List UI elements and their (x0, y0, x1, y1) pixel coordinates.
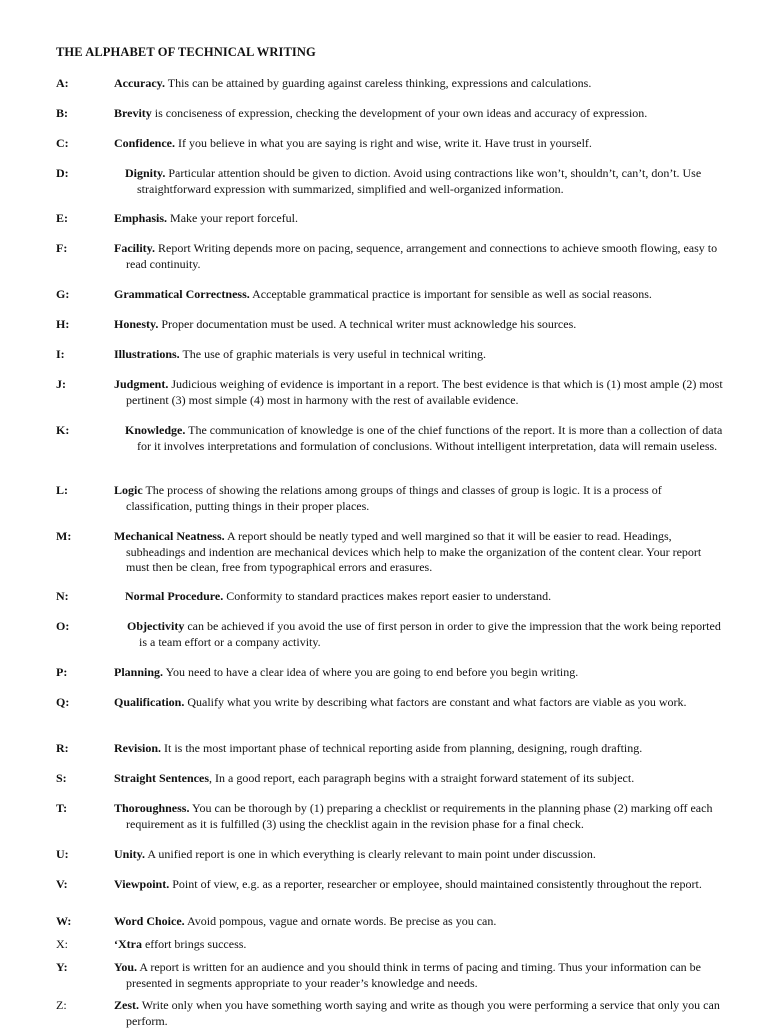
entry-body (114, 877, 725, 893)
entry-body (114, 741, 725, 757)
entry-description: can be achieved if you avoid the use of first person in order to give the impression that the work being reported is a team effort or a company activity. (139, 619, 721, 649)
entry-description: Acceptable grammatical practice is important for sensible as well as social reasons. (249, 287, 652, 301)
entry-body (114, 76, 725, 92)
entry-term: Objectivity (127, 619, 185, 633)
entry-letter: I: (56, 347, 65, 361)
entry-letter: T: (56, 801, 68, 815)
entry-body (125, 589, 725, 605)
entry-description: effort brings success. (141, 937, 247, 951)
entry-letter: Q: (56, 695, 70, 709)
entry-term: Emphasis. (114, 211, 168, 225)
entry-letter: X: (56, 937, 68, 951)
entry-description: A report should be neatly typed and well margined so that it will be easier to read. Headings, subheadings and indention are mechanical devices which help to make the organization of the content clear. Your report must then be clean, free from typographical errors and erasures. (126, 529, 702, 574)
entry-letter: V: (56, 877, 68, 891)
entry-letter: W: (56, 914, 72, 928)
entry-letter: F: (56, 241, 68, 255)
entry-letter: J: (56, 377, 66, 391)
entry-body (114, 665, 725, 681)
entry-description: A unified report is one in which everything is clearly relevant to main point under discussion. (145, 847, 596, 861)
entry-letter: S: (56, 771, 67, 785)
document-title: THE ALPHABET OF TECHNICAL WRITING (56, 45, 316, 59)
entry-term: ‘Xtra (114, 937, 142, 951)
entry-term: Planning. (114, 665, 164, 679)
entry-letter: L: (56, 483, 68, 497)
entry-letter: H: (56, 317, 70, 331)
entry-description: Write only when you have something worth saying and write as though you were performing a service that only you can perform. (126, 998, 720, 1028)
entry-body (114, 771, 725, 787)
entry-letter: N: (56, 589, 69, 603)
entry-letter: K: (56, 423, 70, 437)
entry-body (114, 483, 725, 514)
entry-body (114, 695, 725, 711)
entry-letter: R: (56, 741, 69, 755)
entry-body (114, 241, 725, 272)
entry-letter: G: (56, 287, 70, 301)
entry-letter: Y: (56, 960, 68, 974)
entry-description: It is the most important phase of technical reporting aside from planning, designing, rough drafting. (161, 741, 643, 755)
entry-letter: C: (56, 136, 69, 150)
entry-term: You. (114, 960, 138, 974)
entry-body (127, 619, 725, 650)
entry-body (114, 377, 725, 408)
entry-term: Illustrations. (114, 347, 180, 361)
entry-description: If you believe in what you are saying is right and wise, write it. Have trust in yourself. (175, 136, 592, 150)
entry-body (114, 801, 725, 832)
entry-description: The process of showing the relations among groups of things and classes of group is logic. It is a process of classification, putting things in their proper places. (126, 483, 662, 513)
entry-term: Facility. (114, 241, 155, 255)
entry-letter: P: (56, 665, 68, 679)
entry-description: A report is written for an audience and you should think in terms of pacing and timing. Thus your information can be presented in segments appropriate to your reader’s knowledge and needs. (126, 960, 702, 990)
entry-term: Normal Procedure. (125, 589, 224, 603)
entry-letter: Z: (56, 998, 67, 1012)
entry-body (114, 937, 725, 953)
entry-term: Word Choice. (114, 914, 185, 928)
entry-term: Dignity. (125, 166, 166, 180)
entry-description: You need to have a clear idea of where you are going to end before you begin writing. (163, 665, 579, 679)
entry-body (114, 998, 725, 1029)
entry-term: Brevity (114, 106, 152, 120)
entry-body (114, 347, 725, 363)
entry-description: Make your report forceful. (167, 211, 298, 225)
entry-term: Accuracy. (114, 76, 165, 90)
entry-description: Conformity to standard practices makes report easier to understand. (223, 589, 552, 603)
entry-term: Judgment. (114, 377, 169, 391)
entry-body (114, 211, 725, 227)
entry-body (114, 529, 725, 576)
entry-description: The use of graphic materials is very useful in technical writing. (179, 347, 487, 361)
entry-letter: A: (56, 76, 69, 90)
entry-term: Zest. (114, 998, 139, 1012)
entry-letter: D: (56, 166, 69, 180)
entry-letter: B: (56, 106, 68, 120)
entry-description: , In a good report, each paragraph begins with a straight forward statement of its subject. (209, 771, 635, 785)
entry-term: Confidence. (114, 136, 175, 150)
entry-description: Point of view, e.g. as a reporter, researcher or employee, should maintained consistently throughout the report. (169, 877, 702, 891)
entry-term: Knowledge. (125, 423, 186, 437)
entry-term: Thoroughness. (114, 801, 190, 815)
entry-body (114, 847, 725, 863)
entry-description: This can be attained by guarding against careless thinking, expressions and calculations. (164, 76, 592, 90)
entry-body (114, 136, 725, 152)
entry-description: Qualify what you write by describing what factors are constant and what factors are viable as you work. (184, 695, 687, 709)
entry-term: Honesty. (114, 317, 159, 331)
entry-term: Viewpoint. (114, 877, 170, 891)
entry-description: You can be thorough by (1) preparing a checklist or requirements in the planning phase (2) marking off each requirement as it is fulfilled (3) using the checklist again in the revision phase for a final check. (126, 801, 713, 831)
entry-letter: U: (56, 847, 69, 861)
entry-description: Report Writing depends more on pacing, sequence, arrangement and connections to achieve smooth flowing, easy to read continuity. (126, 241, 718, 271)
entry-term: Mechanical Neatness. (114, 529, 225, 543)
entry-term: Logic (114, 483, 143, 497)
entry-body (114, 106, 725, 122)
entry-description: Proper documentation must be used. A technical writer must acknowledge his sources. (158, 317, 577, 331)
entry-description: The communication of knowledge is one of the chief functions of the report. It is more than a collection of data for it involves interpretations and formulation of conclusions. Without intelligent interpretation, data will remain useless. (137, 423, 723, 453)
entry-body (125, 166, 725, 197)
entry-term: Grammatical Correctness. (114, 287, 250, 301)
entry-letter: M: (56, 529, 72, 543)
entry-description: Avoid pompous, vague and ornate words. Be precise as you can. (184, 914, 497, 928)
entry-description: Judicious weighing of evidence is important in a report. The best evidence is that which is (1) most ample (2) most pertinent (3) most simple (4) most in harmony with the rest of available evidence. (126, 377, 723, 407)
entry-body (125, 423, 725, 454)
entry-term: Qualification. (114, 695, 185, 709)
entry-letter: O: (56, 619, 70, 633)
entry-body (114, 914, 725, 930)
entry-letter: E: (56, 211, 68, 225)
entry-term: Unity. (114, 847, 146, 861)
entry-description: is conciseness of expression, checking the development of your own ideas and accuracy of expression. (151, 106, 648, 120)
entry-body (114, 960, 725, 991)
entry-description: Particular attention should be given to diction. Avoid using contractions like won’t, shouldn’t, can’t, don’t. Use straightforward expression with summarized, simplified and well-organized information. (137, 166, 702, 196)
entry-term: Straight Sentences (114, 771, 209, 785)
entry-body (114, 287, 725, 303)
entry-body (114, 317, 725, 333)
entry-term: Revision. (114, 741, 162, 755)
